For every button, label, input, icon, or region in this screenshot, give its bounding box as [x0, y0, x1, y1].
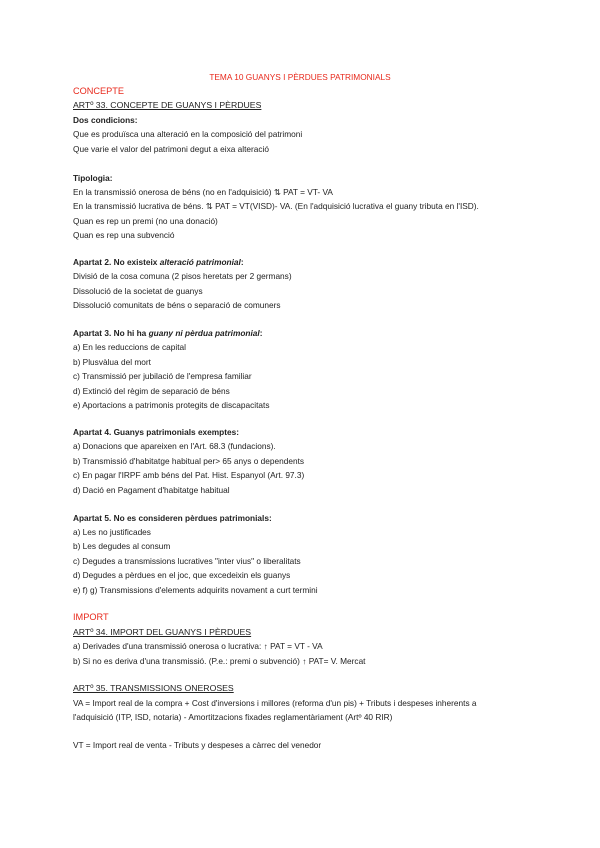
subheading-tail: :	[240, 257, 244, 267]
subheading-apartat-3	[73, 328, 262, 339]
paragraph-line: l'adquisició (ITP, ISD, notaria) - Amortitzacions fixades reglamentàriament (Artº 40 RIR)	[73, 712, 393, 722]
list-item: b) Si no es deriva d'una transmissió. (P.e.: premi o subvenció) ↑ PAT= V. Mercat	[73, 656, 366, 666]
subheading-apartat-2	[73, 257, 244, 268]
subheading-tail: :	[259, 328, 263, 338]
list-item: En la transmissió onerosa de béns (no en l'adquisició) ⇅ PAT = VT- VA	[73, 187, 333, 197]
list-item: a) Les no justificades	[73, 527, 151, 537]
list-item: c) Degudes a transmissions lucratives "inter vius" o liberalitats	[73, 556, 301, 566]
subheading-apartat-5: Apartat 5. No es consideren pèrdues patrimonials:	[73, 513, 272, 523]
subheading-dos-condicions: Dos condicions:	[73, 115, 138, 125]
article-heading-35: ARTº 35. TRANSMISSIONS ONEROSES	[73, 683, 234, 693]
list-item: d) Dació en Pagament d'habitatge habitual	[73, 485, 230, 495]
list-item: Que varie el valor del patrimoni degut a eixa alteració	[73, 144, 270, 154]
list-item: Dissolució de la societat de guanys	[73, 286, 203, 296]
list-item: b) Transmissió d'habitatge habitual per> 65 anys o dependents	[73, 456, 305, 466]
list-item: Dissolució comunitats de béns o separació de comuners	[73, 300, 281, 310]
list-item: e) f) g) Transmissions d'elements adquirits novament a curt termini	[73, 585, 318, 595]
subheading-tipologia: Tipologia:	[73, 173, 113, 183]
list-item: b) Les degudes al consum	[73, 541, 171, 551]
list-item: a) En les reduccions de capital	[73, 342, 186, 352]
list-item: Quan es rep una subvenció	[73, 230, 175, 240]
list-item: d) Extinció del règim de separació de béns	[73, 386, 230, 396]
section-heading-import: IMPORT	[73, 612, 109, 622]
section-heading-concepte: CONCEPTE	[73, 86, 125, 96]
subheading-emphasis: guany ni pèrdua patrimonial	[148, 328, 260, 338]
article-heading-34: ARTº 34. IMPORT DEL GUANYS I PÈRDUES	[73, 627, 252, 637]
list-item: Divisió de la cosa comuna (2 pisos heretats per 2 germans)	[73, 271, 292, 281]
list-item: a) Donacions que apareixen en l'Art. 68.3 (fundacions).	[73, 441, 276, 451]
list-item: Que es produïsca una alteració en la composició del patrimoni	[73, 129, 303, 139]
subheading-label: Apartat 2. No existeix	[73, 257, 160, 267]
list-item: c) En pagar l'IRPF amb béns del Pat. Hist. Espanyol (Art. 97.3)	[73, 470, 305, 480]
article-heading-33: ARTº 33. CONCEPTE DE GUANYS I PÈRDUES	[73, 100, 262, 110]
subheading-emphasis: alteració patrimonial	[159, 257, 241, 267]
subheading-apartat-4: Apartat 4. Guanys patrimonials exemptes:	[73, 427, 239, 437]
subheading-label: Apartat 3. No hi ha	[73, 328, 149, 338]
list-item: b) Plusvàlua del mort	[73, 357, 151, 367]
paragraph-line: VA = Import real de la compra + Cost d'inversions i millores (reforma d'un pis) + Tributs i despeses inherents a	[73, 698, 477, 708]
document-title: TEMA 10 GUANYS I PÈRDUES PATRIMONIALS	[209, 72, 391, 82]
list-item: En la transmissió lucrativa de béns. ⇅ PAT = VT(VISD)- VA. (En l'adquisició lucrativa el guany tributa en l'ISD).	[73, 201, 479, 211]
list-item: Quan es rep un premi (no una donació)	[73, 216, 218, 226]
list-item: c) Transmissió per jubilació de l'empresa familiar	[73, 371, 252, 381]
paragraph-line: VT = Import real de venta - Tributs y despeses a càrrec del venedor	[73, 740, 322, 750]
list-item: d) Degudes a pèrdues en el joc, que excedeixin els guanys	[73, 570, 291, 580]
list-item: a) Derivades d'una transmissió onerosa o lucrativa: ↑ PAT = VT - VA	[73, 641, 323, 651]
list-item: e) Aportacions a patrimonis protegits de discapacitats	[73, 400, 270, 410]
